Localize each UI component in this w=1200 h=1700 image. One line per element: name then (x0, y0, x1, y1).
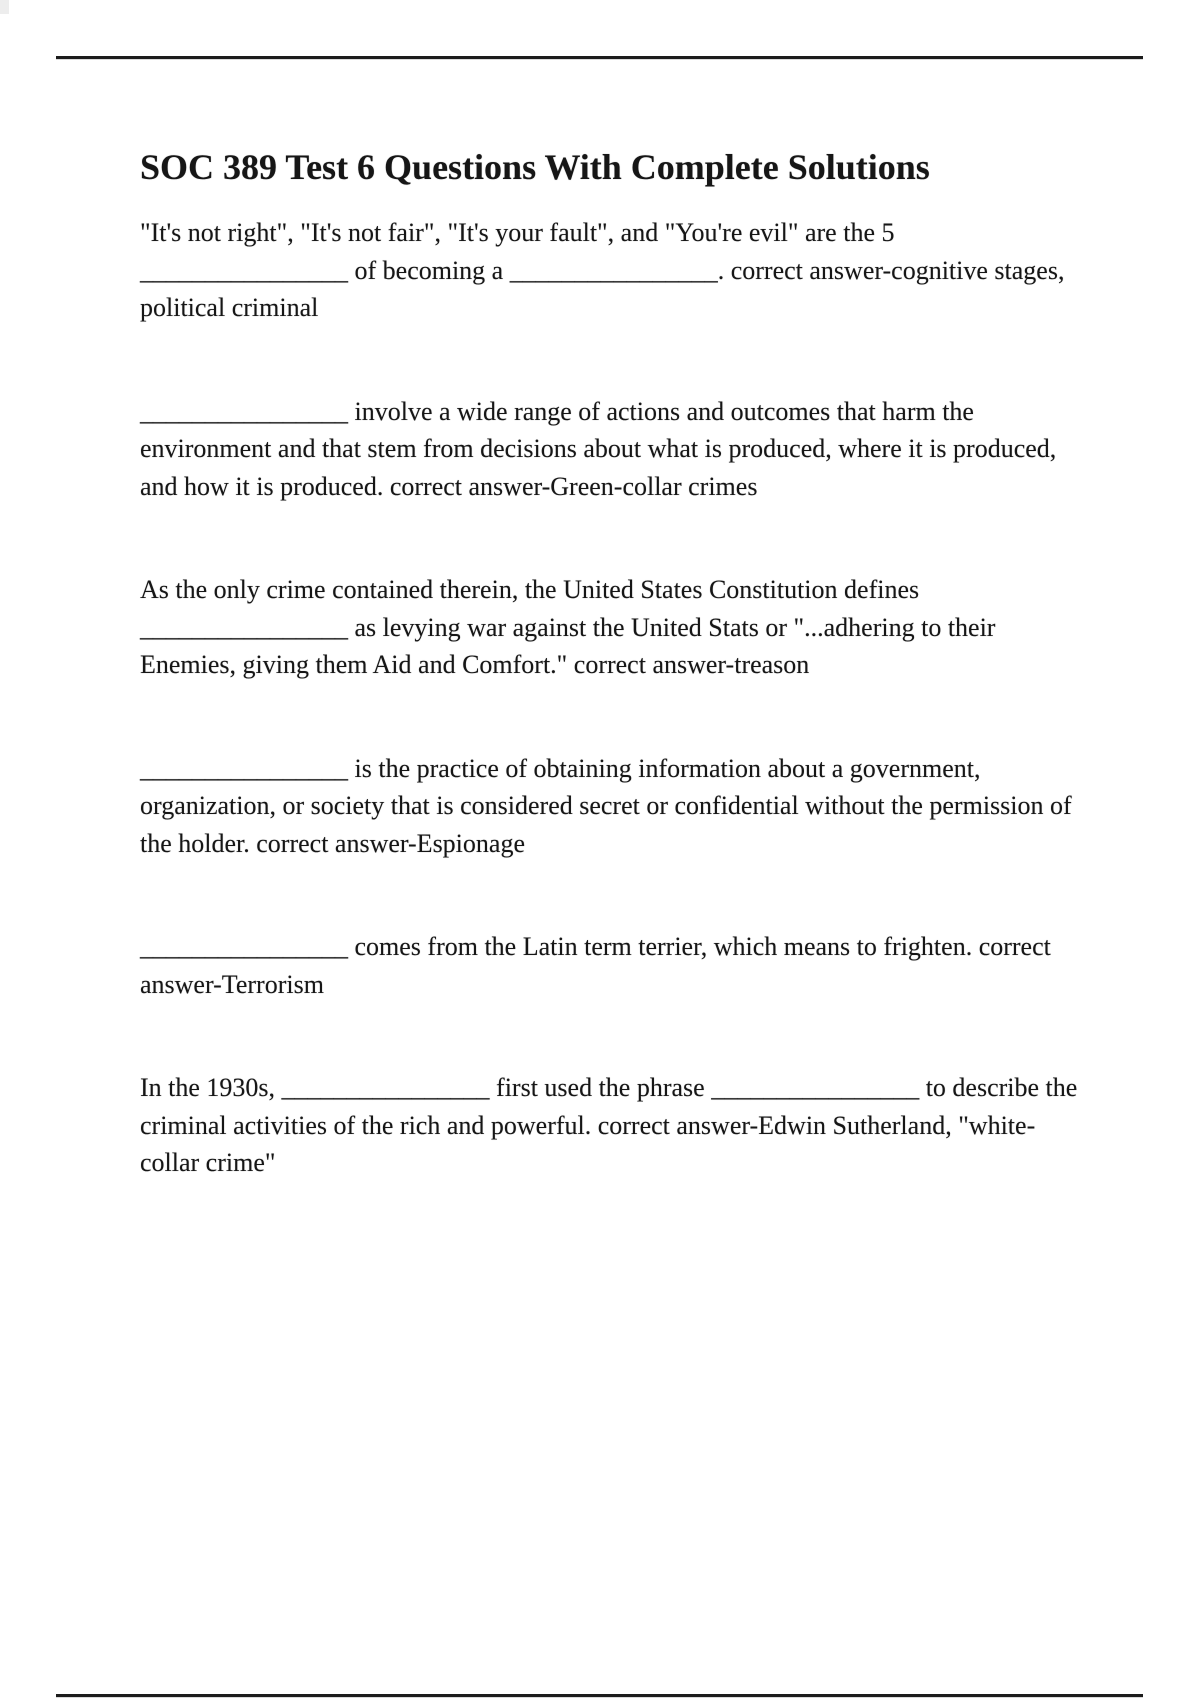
question-answer-paragraph-5: ________________ comes from the Latin term terrier, which means to frighten. correct answer-Terrorism (140, 932, 1051, 999)
document-content (140, 146, 1085, 1248)
question-answer-paragraph-3: As the only crime contained therein, the United States Constitution defines ________________ as levying war against the United Stats or "...adhering to their Enemies, giving them Aid and Comfort." correct answer-treason (140, 575, 996, 679)
question-answer-paragraph-1: "It's not right", "It's not fair", "It's your fault", and "You're evil" are the 5 ________________ of becoming a ________________. correct answer-cognitive stages, political criminal (140, 218, 1065, 322)
question-answer-paragraph-4: ________________ is the practice of obtaining information about a government, organization, or society that is considered secret or confidential without the permission of the holder. correct answer-Espionage (140, 753, 1072, 858)
bottom-rule (56, 1694, 1143, 1697)
document-title: SOC 389 Test 6 Questions With Complete Solutions (140, 147, 930, 187)
scan-corner-artifact (0, 0, 9, 14)
question-answer-paragraph-2: ________________ involve a wide range of actions and outcomes that harm the environment and that stem from decisions about what is produced, where it is produced, and how it is produced. correct answer-Green-collar crimes (140, 396, 1057, 501)
top-rule (56, 56, 1143, 59)
question-answer-paragraph-6: In the 1930s, ________________ first used the phrase ________________ to describe the criminal activities of the rich and powerful. correct answer-Edwin Sutherland, "white-collar crime" (140, 1073, 1078, 1177)
